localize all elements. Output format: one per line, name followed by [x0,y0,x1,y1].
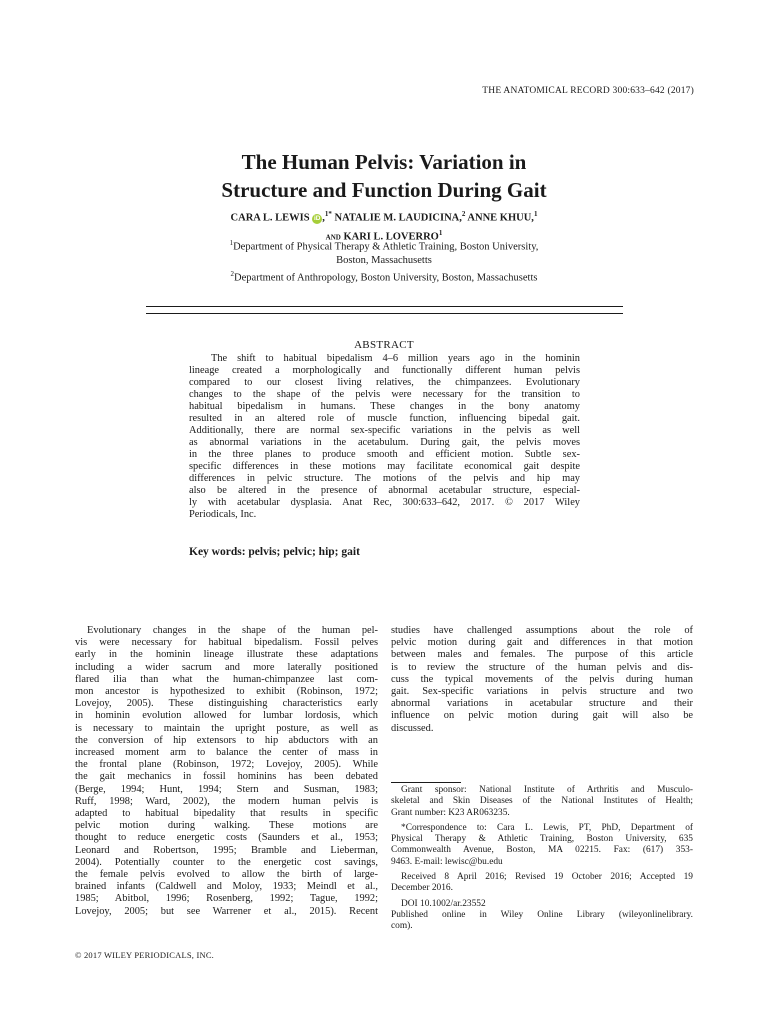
footnote-line: skeletal and Skin Diseases of the National Institutes of Health; [391,796,693,807]
body-line: gait. Sex-specific variations in pelvis structure and two [391,686,693,698]
body-line: abnormal variations in acetabular structure and their [391,698,693,710]
body-line: discussed. [391,722,434,734]
author-name: ANNE KHUU, [467,212,534,224]
body-line: early in the hominin lineage illustrate these adaptations [75,649,378,661]
body-line: including a wider sacrum and more laterally positioned [75,661,378,673]
abstract-line: differences in pelvic structure. The motions of the pelvis and hip may [189,473,580,484]
author-line: CARA L. LEWIS iD ,$^{1*}$ NATALIE M. LAUDICINA,$^2$ ANNE KHUU,$^1$ [230,210,538,224]
abstract-line: Periodicals, Inc. [189,509,257,520]
body-line: influence on pelvic motion during gait will also be [391,710,693,722]
body-line: increased moment arm to balance the center of mass in [75,747,378,759]
abstract-line: also be altered in the presence of abnormal acetabular structure, especial- [189,485,580,496]
author-affiliation-mark: 1 [438,228,443,237]
body-line: adapted to habitual bipedality that results in specific [75,808,378,820]
body-line: Lovejoy, 2005). These distinguishing characteristics early [75,698,378,710]
body-line: cuss the typical movements of the pelvis during human [391,673,693,685]
footnote-line: 9463. E-mail: lewisc@bu.edu [391,856,503,867]
abstract-heading: ABSTRACT [354,339,414,351]
affiliation-line [0,268,768,285]
body-column-right [391,625,693,735]
copyright-notice: © 2017 WILEY PERIODICALS, INC. [75,950,215,960]
footnote-line: Commonwealth Avenue, Boston, MA 02215. Fax: (617) 353- [391,845,693,856]
body-line: between males and females. The purpose of this article [391,649,693,661]
correspondence-footnote [391,823,693,868]
body-line: 1985; Abitbol, 1996; Rosenberg, 1992; Tague, 1992; [75,893,378,905]
footnote-line: Published online in Wiley Online Library (wileyonlinelibrary. [391,909,693,920]
affiliation-mark: 2 [230,269,235,278]
author-name: KARI L. LOVERRO [343,231,439,242]
abstract-line: compared to our closest living relatives, the chimpanzees. Evolutionary [189,377,580,388]
body-line: studies have challenged assumptions about the role of [391,625,693,636]
body-line: the conversion of hip extensors to hip abductors with an [75,734,378,746]
running-head: THE ANATOMICAL RECORD 300:633–642 (2017) [482,86,694,96]
body-line: the frontal plane (Robinson, 1972; Lovejoy, 2005). While [75,759,378,771]
affiliations [0,237,768,285]
body-line: flared ilia than what the human-chimpanzee last com- [75,673,378,685]
abstract-line: in the three planes to produce smooth and efficient motion. Subtle sex- [189,449,580,460]
footnote-line: Physical Therapy & Athletic Training, Boston University, 635 [391,834,693,845]
body-line: the female pelvis evolved to allow the birth of large- [75,869,378,881]
body-line: is necessary to maintain the upright posture, as well as [75,722,378,734]
author-conjunction: and [325,231,341,242]
affiliation-line: Boston, Massachusetts [336,255,432,266]
body-line: Lovejoy, 2005; but see Warrener et al., 2015). Recent [75,905,378,917]
author-affiliation-mark: 1* [324,210,332,218]
body-line: (Berge, 1994; Hunt, 1994; Stern and Susman, 1983; [75,783,378,795]
author-name: NATALIE M. LAUDICINA, [334,212,462,224]
body-line: the gait mechanics in fossil hominins has been debated [75,771,378,783]
footnote-line: December 2016. [391,883,453,894]
footnote-line: Grant sponsor: National Institute of Arthritis and Musculo- [401,785,693,795]
body-line: Evolutionary changes in the shape of the human pel- [87,625,378,636]
header-divider [146,306,623,307]
author-affiliation-mark: 1 [533,210,538,218]
abstract-line: resulted in an altered role of muscle function, influencing bipedal gait. [189,413,580,424]
affiliation-line [0,237,768,254]
body-line: Leonard and Robertson, 1995; Bramble and Lieberman, [75,844,378,856]
article-title-line: Structure and Function During Gait [221,178,547,202]
header-divider [146,313,623,314]
author-name: CARA L. LEWIS [230,212,310,224]
footnote-line: Received 8 April 2016; Revised 19 October 2016; Accepted 19 [401,872,693,883]
publication-footnote [391,899,693,933]
doi-link[interactable]: DOI 10.1002/ar.23552 [401,898,486,909]
abstract-line: as abnormal variations in the acetabulum. During gait, the pelvis moves [189,437,580,448]
body-line: thought to reduce energetic costs (Saunders et al., 1953; [75,832,378,844]
author-affiliation-mark: 2 [461,210,466,218]
keywords: Key words: pelvis; pelvic; hip; gait [189,546,360,558]
grant-footnote [391,785,693,819]
abstract-line: Additionally, there are normal sex-specific variations in the pelvis as well [189,425,580,436]
body-line: pelvic motion during walking. These motions are [75,820,378,832]
body-column-left [75,625,378,918]
abstract-body [189,353,580,521]
body-line: 2004). Potentially counter to the energetic cost savings, [75,856,378,868]
abstract-line: lineage created a morphologically and functionally different human pelvis [189,365,580,376]
body-line: is to review the structure of the human pelvis and dis- [391,661,693,673]
abstract-line: habitual bipedalism in humans. These changes in the bony anatomy [189,401,580,412]
dates-footnote [391,872,693,895]
body-line: in hominin evolution allowed for lumbar lordosis, which [75,710,378,722]
abstract-line: specific differences in these motions may facilitate economical gait despite [189,461,580,472]
article-title [0,148,768,204]
footnote-line: *Correspondence to: Cara L. Lewis, PT, PhD, Department of [401,822,693,833]
footnotes [391,785,693,933]
footnote-line: com). [391,921,413,932]
body-line: brained infants (Caldwell and Moloy, 1933; Meindl et al., [75,881,378,893]
abstract-line: ly with acetabular dysplasia. Anat Rec, 300:633–642, 2017. © 2017 Wiley [189,497,580,508]
article-title-line: The Human Pelvis: Variation in [241,150,527,174]
body-line: vis were necessary for habitual bipedalism. Fossil pelves [75,637,378,649]
body-line: pelvic motion during gait and differences in that motion [391,637,693,649]
body-line: mon ancestor is hypothesized to exhibit (Robinson, 1972; [75,686,378,698]
body-line: Ruff, 1998; Ward, 2002), the modern human pelvis is [75,795,378,807]
affiliation-mark: 1 [229,239,234,247]
abstract-line: The shift to habitual bipedalism 4–6 million years ago in the hominin [211,353,580,364]
affiliation-text: Department of Physical Therapy & Athletic Training, Boston University, [233,241,539,253]
footnote-line: Grant number: K23 AR063235. [391,807,510,818]
orcid-icon[interactable]: iD [314,214,321,222]
abstract-line: changes to the shape of the pelvis were necessary for the transition to [189,389,580,400]
affiliation-text: Department of Anthropology, Boston University, Boston, Massachusetts [234,272,538,283]
footnote-divider [391,782,461,783]
